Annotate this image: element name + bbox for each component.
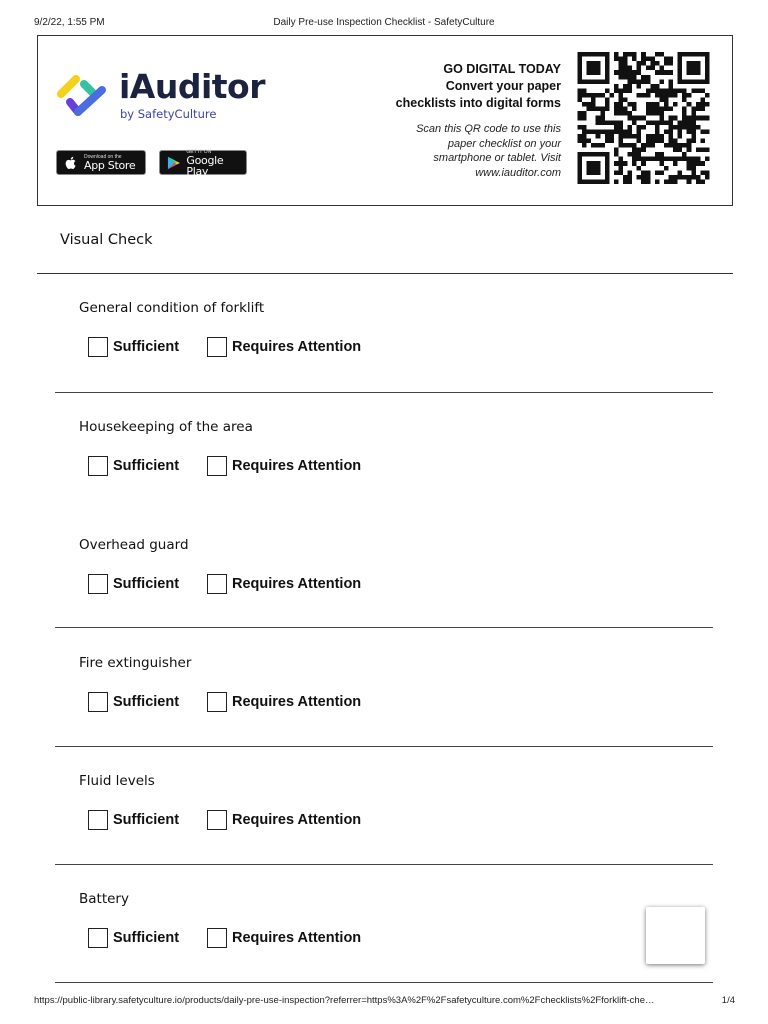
option-label: Sufficient: [113, 694, 180, 710]
item-divider: [55, 982, 713, 983]
item-question: General condition of forklift: [79, 300, 265, 316]
item-question: Fluid levels: [79, 773, 155, 789]
print-header: [0, 17, 768, 31]
item-divider: [55, 746, 713, 747]
option-sufficient[interactable]: [88, 574, 179, 594]
item-question: Overhead guard: [79, 537, 189, 553]
promo-heading: GO DIGITAL TODAY: [443, 62, 561, 76]
sufficient-checkbox[interactable]: [88, 337, 108, 357]
google-play-icon: [166, 155, 181, 171]
option-sufficient[interactable]: [88, 337, 179, 357]
promo-note: [321, 122, 561, 180]
google-play-big-text: Google Play: [186, 153, 224, 178]
sufficient-checkbox[interactable]: [88, 810, 108, 830]
iauditor-banner: [37, 35, 733, 206]
section-divider: [37, 273, 733, 274]
promo-note-line-4: www.iauditor.com: [475, 166, 561, 179]
section-title: Visual Check: [60, 232, 153, 248]
app-store-big-text: App Store: [84, 159, 136, 172]
option-sufficient[interactable]: [88, 456, 179, 476]
item-divider: [55, 864, 713, 865]
promo-note-line-2: paper checklist on your: [447, 137, 561, 150]
requires-attention-checkbox[interactable]: [207, 337, 227, 357]
option-requires-attention[interactable]: [207, 337, 361, 357]
print-url: https://public-library.safetyculture.io/products/daily-pre-use-inspection?referrer=https%3A%2F%2Fsafetyculture.com%2Fchecklists%2Fforklift-che…: [34, 995, 655, 1006]
option-label: Sufficient: [113, 339, 180, 355]
sufficient-checkbox[interactable]: [88, 928, 108, 948]
brand-subtitle: by SafetyCulture: [120, 107, 217, 121]
option-label: Sufficient: [113, 576, 180, 592]
promo-line-2: checklists into digital forms: [395, 96, 561, 110]
requires-attention-checkbox[interactable]: [207, 574, 227, 594]
promo-note-line-3: smartphone or tablet. Visit: [433, 152, 561, 164]
option-sufficient[interactable]: [88, 692, 179, 712]
option-sufficient[interactable]: [88, 928, 179, 948]
option-sufficient[interactable]: [88, 810, 179, 830]
option-label: Requires Attention: [232, 812, 362, 828]
brand-name: iAuditor: [119, 67, 265, 106]
item-question: Housekeeping of the area: [79, 419, 253, 435]
item-question: Fire extinguisher: [79, 655, 192, 671]
promo-line-1: Convert your paper: [445, 79, 561, 93]
app-store-small-text: Download on the: [84, 154, 122, 160]
apple-icon: [63, 155, 79, 171]
item-question: Battery: [79, 891, 129, 907]
qr-code-icon[interactable]: [573, 52, 714, 184]
item-divider: [55, 392, 713, 393]
option-label: Requires Attention: [232, 458, 362, 474]
option-requires-attention[interactable]: [207, 692, 361, 712]
option-label: Sufficient: [113, 458, 180, 474]
option-requires-attention[interactable]: [207, 574, 361, 594]
promo-text: [321, 61, 561, 180]
page-number: 1/4: [721, 995, 735, 1006]
requires-attention-checkbox[interactable]: [207, 810, 227, 830]
promo-note-line-1: Scan this QR code to use this: [416, 123, 561, 135]
google-play-small-text: GET IT ON: [186, 148, 212, 155]
option-label: Requires Attention: [232, 694, 362, 710]
print-date: 9/2/22, 1:55 PM: [34, 17, 105, 28]
requires-attention-checkbox[interactable]: [207, 928, 227, 948]
requires-attention-checkbox[interactable]: [207, 692, 227, 712]
sufficient-checkbox[interactable]: [88, 692, 108, 712]
requires-attention-checkbox[interactable]: [207, 456, 227, 476]
option-requires-attention[interactable]: [207, 928, 361, 948]
item-divider: [55, 627, 713, 628]
app-store-badge[interactable]: [56, 150, 146, 175]
iauditor-logo-icon: [56, 70, 110, 122]
google-play-badge[interactable]: [159, 148, 247, 178]
option-label: Requires Attention: [232, 339, 362, 355]
print-title: Daily Pre-use Inspection Checklist - SafetyCulture: [273, 17, 495, 28]
option-label: Sufficient: [113, 812, 180, 828]
option-requires-attention[interactable]: [207, 810, 361, 830]
option-label: Requires Attention: [232, 576, 362, 592]
sufficient-checkbox[interactable]: [88, 456, 108, 476]
floating-button[interactable]: [646, 907, 705, 964]
sufficient-checkbox[interactable]: [88, 574, 108, 594]
option-label: Sufficient: [113, 930, 180, 946]
option-label: Requires Attention: [232, 930, 362, 946]
option-requires-attention[interactable]: [207, 456, 361, 476]
